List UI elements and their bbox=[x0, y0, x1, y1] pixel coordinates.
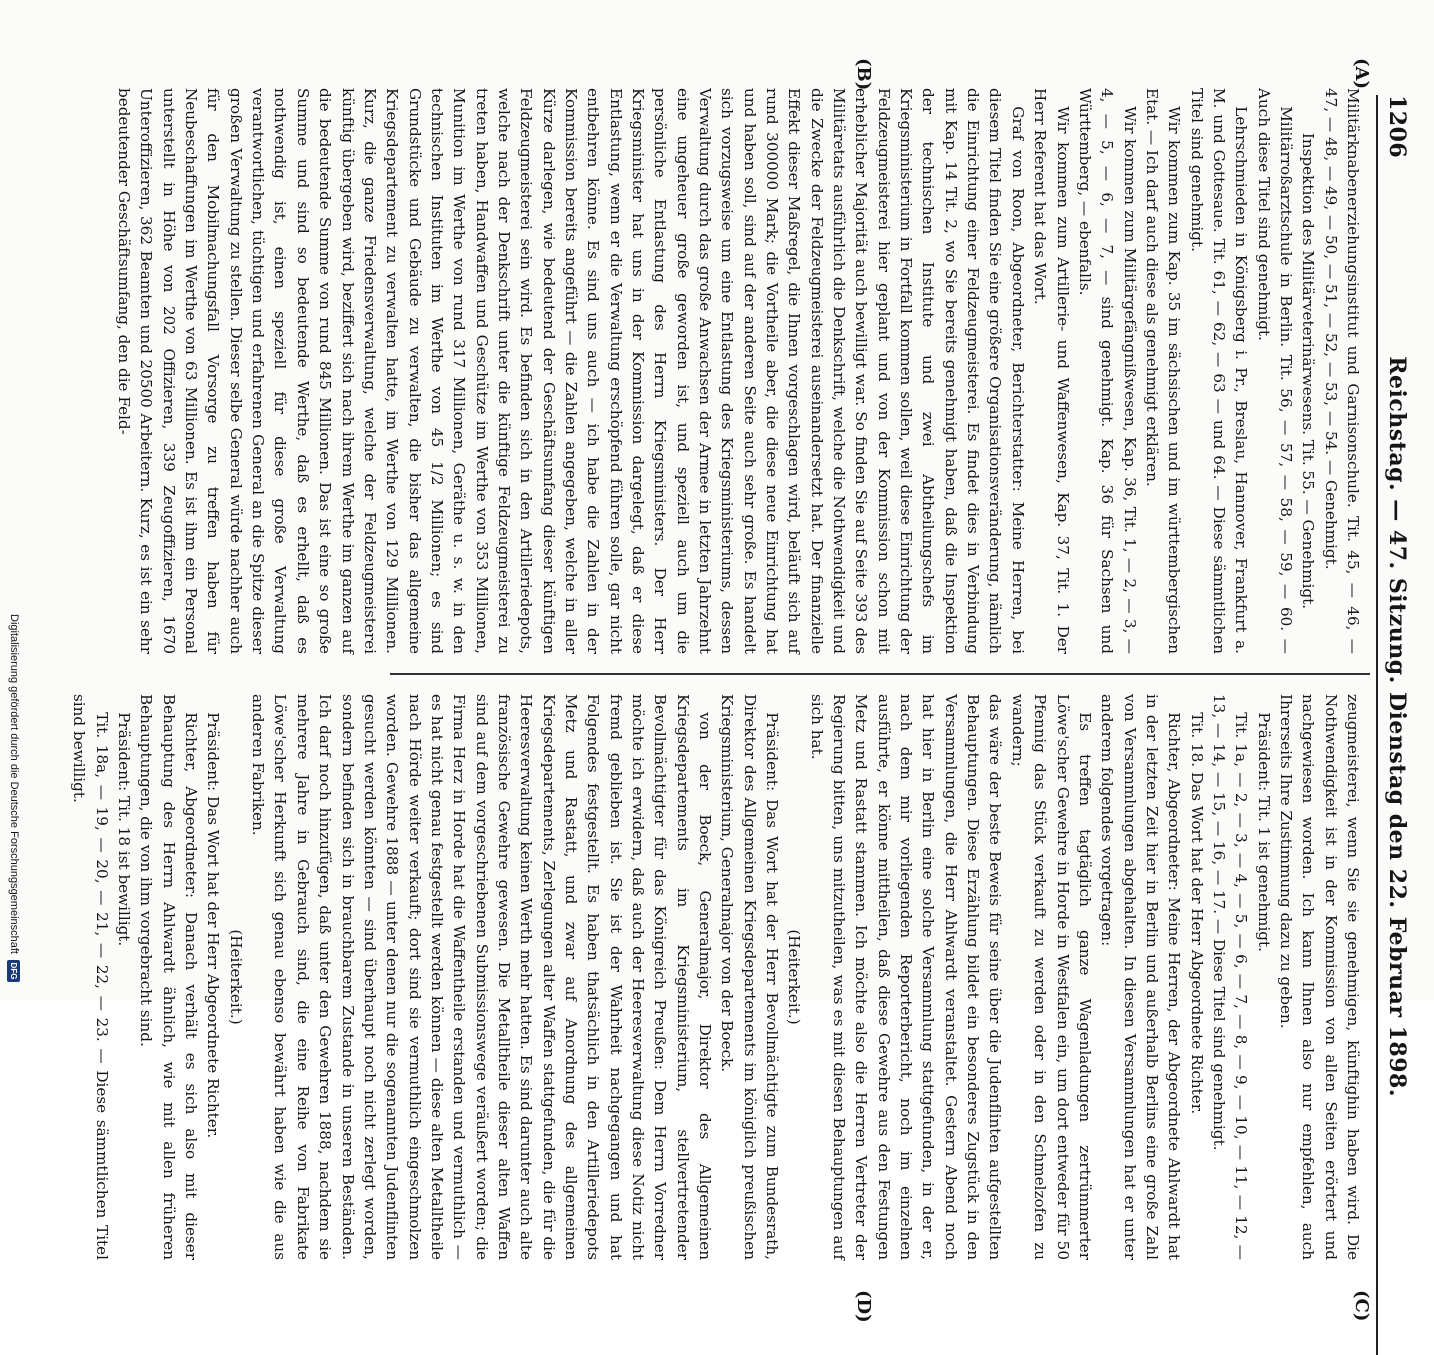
paragraph: Tit. 1a, — 2, — 3, — 4, — 5, — 6, — 7, — 8, — 9, — 10, — 11, — 12, — 13, — 14, — 15, — 16, — 17. — Diese Titel sind genehmigt. bbox=[1209, 694, 1251, 1260]
margin-marker-c: (C) bbox=[1351, 1290, 1372, 1322]
paragraph: zeugmeisterei, wenn Sie sie genehmigen, künftighin haben wird. Die Nothwendigkeit ist in der Kommission von allen Seiten erörtert und nachgewiesen worden. Ich kann Ihnen also nur empfehlen, auch Ihrerseits Ihre Zustimmung dazu zu geben. bbox=[1276, 694, 1362, 1260]
paragraph: Inspektion des Militärveterinärwesens. Tit. 55. — Genehmigt. bbox=[1299, 132, 1318, 610]
footer-credit: Digitalisierung gefördert durch die Deutsche Forschungsgemeinschaft bbox=[8, 614, 20, 954]
column-divider bbox=[390, 673, 1370, 675]
paragraph: Wir kommen zum Artillerie- und Waffenwesen, Kap. 37, Tit. 1. Der Herr Referent hat das Wort. bbox=[1031, 88, 1072, 654]
paragraph: Graf von Roon, Abgeordneter, Berichterstatter: Meine Herren, bei diesem Titel finden Sie eine größere Organisationsveränderung, nämlich die Einrichtung einer Feldzeugmeisterei. Es findet dies in Verbindung mit Kap. 14 Tit. 2, wo Sie bereits genehmigt haben, daß die Inspektion der technischen Institute und zwei Abtheilungschefs im Kriegsministerium in Fortfall kommen sollen, weil diese Einrichtung der Feldzeugmeisterei hier geplant und von der Kommission schon mit erheblicher Majorität auch bewilligt war. So finden Sie auf Seite 393 des Militäretats ausführlich die Denkschrift, welche die Nothwendigkeit und die Zwecke der Feldzeugmeisterei auseinandersetzt hat. Der finanzielle Effekt dieser Maßregel, die Ihnen vorgeschlagen wird, beläuft sich auf rund 300000 Mark; die Vortheile aber, die diese neue Einrichtung hat und haben soll, sind auf der anderen Seite auch sehr große. Es handelt sich vorzugsweise um eine Entlastung des Kriegsministeriums, dessen Verwaltung durch das große Anwachsen der Armee in letzten Jahrzehnt eine ungeheuer große geworden ist, und speziell auch um die persönliche Entlastung des Herrn Kriegsministers. Der Herr Kriegsminister hat uns in der Kommission dargelegt, daß er diese Entlastung, wenn er die Verwaltung erschöpfend führen solle, gar nicht entbehren könne. Es sind uns auch — ich habe die Zahlen in der Kommission bereits angeführt — die Zahlen angegeben, welche in aller Kürze darlegen, wie bedeutend der Geschäftsumfang dieser künftigen Feldzeugmeisterei sein wird. Es befinden sich in den Artilleriedepots, welche nach der Denkschrift unter die künftige Feldzeugmeisterei zu treten haben, Handwaffen und Geschütze im Werthe von 353 Millionen, Munition im Werthe von rund 317 Millionen, Geräthe u. s. w. in den technischen Instituten im Werthe von 45 1/2 Millionen; es sind Grundstücke und Gebäude zu verwalten, die bisher das allgemeine Kriegsdepartement zu verwalten hatte, im Werthe von 129 Millionen. Kurz, die ganze Friedensverwaltung, welche der Feldzeugmeisterei künftig übergeben wird, beziffert sich nach ihrem Werthe im ganzen auf die bedeutende Summe von rund 845 Millionen. Das ist eine so große Summe und sind so bedeutende Werthe, daß es erhellt, daß es nothwendig ist, einen speziell für diese große Verwaltung verantwortlichen, tüchtigen und erfahrenen General an die Spitze dieser großen Verwaltung zu stellen. Dieser selbe General würde nachher auch für den Mobilmachungsfall Vorsorge zu treffen haben für Neubeschaffungen im Werthe von 63 Millionen. Es ist ihm ein Personal unterstellt in Höhe von 202 Offizieren, 339 Zeugoffizieren, 1670 Unteroffizieren, 362 Beamten und 20500 Arbeitern. Kurz, es ist ein sehr bedeutender Geschäftsumfang, den die Feld- bbox=[115, 88, 1027, 654]
paragraph: Präsident: Das Wort hat der Herr Abgeordnete Richter. bbox=[204, 712, 223, 1139]
left-column bbox=[115, 88, 1364, 654]
paragraph: Es treffen tagtäglich ganze Wagenladungen zertrümmerter Löwe'scher Gewehre in Horde in Westfalen ein, um dort entweder für 50 Pfennig das Stück verkauft zu werden oder in den Schmelzofen zu wandern; bbox=[1008, 694, 1094, 1260]
margin-marker-b: (B) bbox=[853, 58, 874, 91]
paragraph: Richter, Abgeordneter: Meine Herren, der Abgeordnete Ahlwardt hat in der letzten Zeit hier in Berlin und außerhalb Berlins eine große Zahl von Versammlungen abgehalten. In diesen Versammlungen hat er unter anderem folgendes vorgetragen: bbox=[1098, 694, 1184, 1260]
paragraph: Lehrschmieden in Königsberg i. Pr., Breslau, Hannover, Frankfurt a. M. und Gottesaue. Tit. 61, — 62, — 63 — und 64. — Diese sämmtlichen Titel sind genehmigt. bbox=[1187, 88, 1251, 654]
paragraph: Präsident: Tit. 1 ist genehmigt. bbox=[1254, 712, 1273, 952]
margin-marker-d: (D) bbox=[853, 1290, 874, 1323]
paragraph: Militärknabenerziehungsinstitut und Garnisonschule. Tit. 45, — 46, — 47, — 48, — 49, — 50, — 51, — 52, — 53, — 54. — Genehmigt. bbox=[1321, 88, 1362, 654]
paragraph: Wir kommen zum Kap. 35 im sächsischen und im württembergischen Etat. — Ich darf auch diese als genehmigt erklären. bbox=[1142, 88, 1184, 654]
paragraph: das wäre der beste Beweis für seine über die Judenflinten aufgestellten Behauptungen. Diese Erzählung bildet ein besonderes Zugstück in den Versammlungen, die Herr Ahlwardt veranstaltet. Gestern Abend noch hat hier in Berlin eine solche Versammlung stattgefunden, in der er, nach dem mir vorliegenden Reporterbericht, noch im einzelnen ausführte, er könne mittheilen, daß diese Gewehre aus den Festungen Metz und Rastatt stammen. Ich möchte also die Herren Vertreter der Regierung bitten, uns mitzutheilen, was es mit diesen Behauptungen auf sich hat. bbox=[807, 694, 1005, 1260]
paragraph: von der Boeck, Generalmajor, Direktor des Allgemeinen Kriegsdepartements im Kriegsministerium, stellvertretender Bevollmächtigter für das Königreich Preußen: Dem Herrn Vorredner möchte ich erwidern, daß auch der Heeresverwaltung diese Notiz nicht fremd geblieben ist. Sie ist der Wahrheit nachgegangen und hat Folgendes festgestellt. Es haben thatsächlich in den Artilleriedepots Metz und Rastatt, und zwar auf Anordnung des allgemeinen Kriegsdepartements, Zerlegungen alter Waffen stattgefunden, die für die Heeresverwaltung keinen Werth mehr hatten. Es sind darunter auch alte französische Gewehre gewesen. Die Metalltheile dieser alten Waffen sind auf dem vorgeschriebenen Submissionswege veräußert worden; die Firma Herz in Horde hat die Waffentheile erstanden und vermuthlich — es hat nicht genau festgestellt werden können — diese alten Metalltheile nach Hörde weiter verkauft; dort sind sie vermuthlich eingeschmolzen worden. Gewehre 1888 — unter denen nur die sogenannten Judenflinten gesucht werden könnten — sind überhaupt noch nicht zerlegt worden, sondern befinden sich in brauchbarem Zustande in unseren Beständen. Ich darf noch hinzufügen, daß unter den Gewehren 1888, nachdem sie mehrere Jahre in Gebrauch sind, die eine Reihe von Fabrikate Löwe'scher Herkunft sich genau ebenso bewährt haben wie die aus anderen Fabriken. bbox=[249, 694, 715, 1260]
paragraph: Tit. 18a, — 19, — 20, — 21, — 22, — 23. — Diese sämmtlichen Titel sind bewilligt. bbox=[70, 694, 111, 1260]
paragraph: Präsident: Das Wort hat der Herr Bevollmächtigte zum Bundesrath, Direktor des Allgemeinen Kriegsdepartements im königlich preußischen Kriegsministerium, Generalmajor von der Boeck. bbox=[718, 694, 782, 1260]
paragraph: Militärroßarztschule in Berlin. Tit. 56, — 57, — 58, — 59, — 60. — Auch diese Titel sind genehmigt. bbox=[1254, 88, 1295, 654]
paragraph: (Heiterkeit.) bbox=[785, 929, 804, 1025]
paragraph: Richter, Abgeordneter: Danach verhält es sich also mit dieser Behauptung des Herrn Ahlwardt ähnlich, wie mit allen früheren Behauptungen, die von ihm vorgebracht sind. bbox=[137, 694, 201, 1260]
page-header bbox=[1376, 95, 1416, 1355]
right-column bbox=[70, 694, 1364, 1260]
paragraph: (Heiterkeit.) bbox=[226, 929, 245, 1025]
dfg-logo: DFG bbox=[8, 960, 21, 982]
page-footer bbox=[4, 0, 24, 1000]
page-title: Reichstag. — 47. Sitzung. Dienstag den 22. Februar 1898. bbox=[1384, 356, 1410, 1097]
paragraph: Tit. 18. Das Wort hat der Herr Abgeordnete Richter. bbox=[1187, 712, 1206, 1115]
paragraph: Wir kommen zum Militärgefängnißwesen, Kap. 36, Tit. 1, — 2, — 3, — 4, — 5, — 6, — 7, — sind genehmigt. Kap. 36 für Sachsen und Württemberg, — ebenfalls. bbox=[1075, 88, 1139, 654]
paragraph: Präsident: Tit. 18 ist bewilligt. bbox=[115, 712, 134, 947]
margin-marker-a: (A) bbox=[1351, 58, 1372, 89]
page-number: 1206 bbox=[1384, 95, 1410, 159]
